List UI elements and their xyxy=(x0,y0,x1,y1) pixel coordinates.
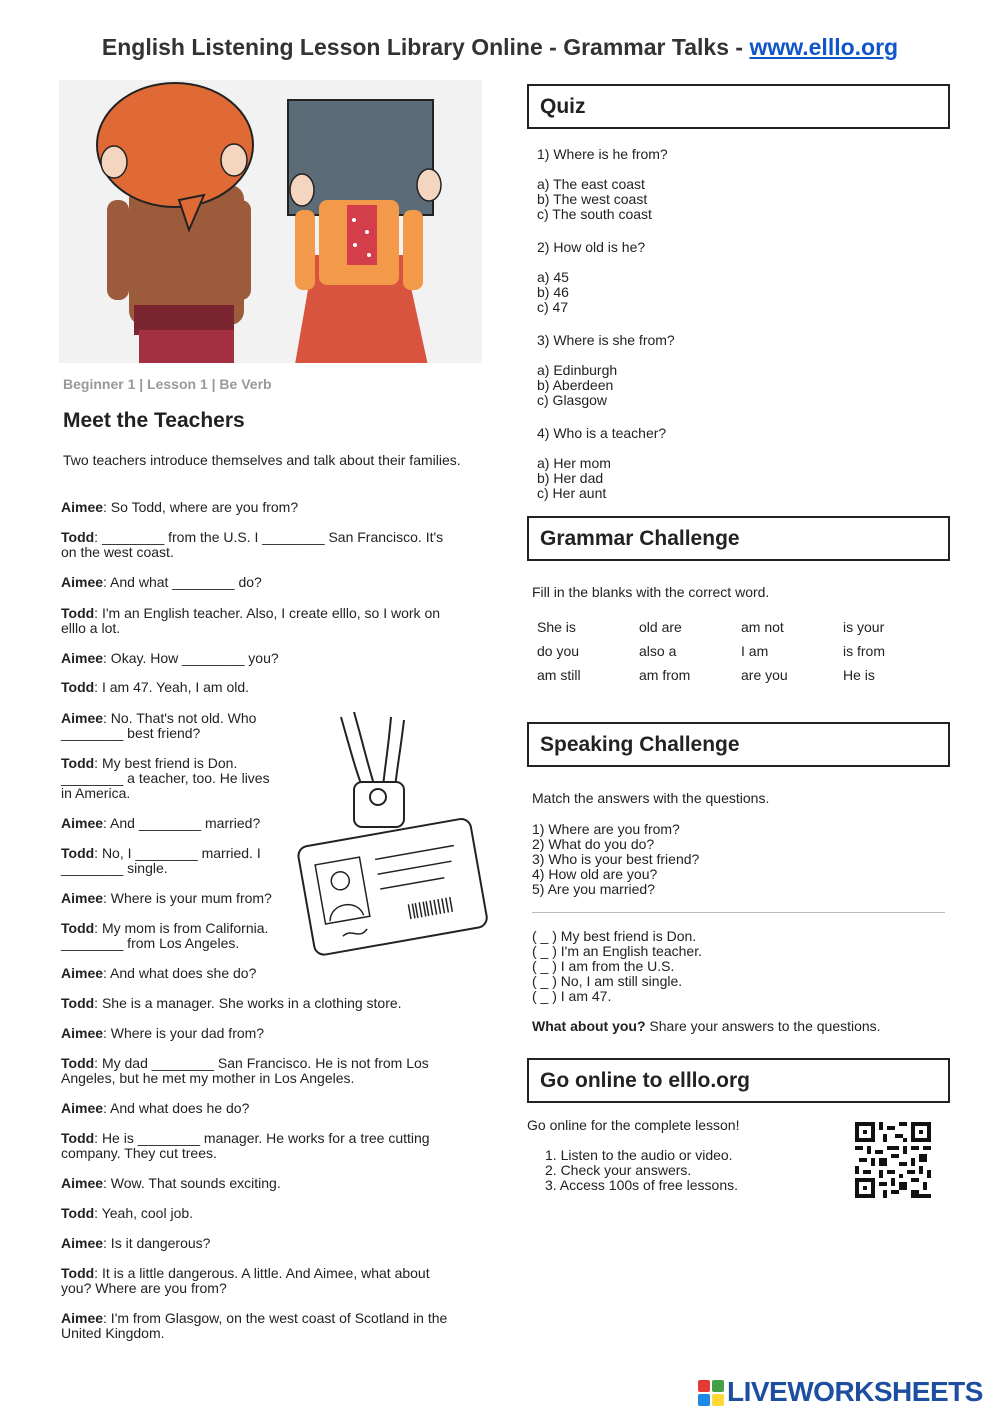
word-chip[interactable]: is from xyxy=(843,643,885,659)
lesson-meta: Beginner 1 | Lesson 1 | Be Verb xyxy=(63,376,272,392)
word-chip[interactable]: is your xyxy=(843,619,885,635)
dialog-line: Aimee: And what does he do? xyxy=(61,1100,250,1116)
online-intro: Go online for the complete lesson! xyxy=(527,1117,740,1133)
quiz-option[interactable]: b) 46 xyxy=(537,284,569,300)
word-chip[interactable]: also a xyxy=(639,643,677,659)
speaking-answer[interactable]: ( _ ) I am 47. xyxy=(532,988,612,1004)
dialog-line: Todd: I'm an English teacher. Also, I create elllo, so I work on elllo a lot. xyxy=(61,605,441,636)
online-step: 1. Listen to the audio or video. xyxy=(545,1147,733,1163)
speaking-heading: Speaking Challenge xyxy=(527,722,950,767)
dialog-line: Aimee: Wow. That sounds exciting. xyxy=(61,1175,281,1191)
id-badge-illustration xyxy=(296,712,488,962)
quiz-option[interactable]: a) Edinburgh xyxy=(537,362,618,378)
dialog-line: Aimee: No. That's not old. Who ________ best friend? xyxy=(61,710,257,741)
speaking-answer[interactable]: ( _ ) No, I am still single. xyxy=(532,973,683,989)
dialog-line: Aimee: And what ________ do? xyxy=(61,574,262,590)
dialog-line: Aimee: So Todd, where are you from? xyxy=(61,499,299,515)
dialog-line: Aimee: Where is your dad from? xyxy=(61,1025,265,1041)
quiz-heading: Quiz xyxy=(527,84,950,129)
dialog-line: Aimee: And what does she do? xyxy=(61,965,257,981)
speaking-question: 2) What do you do? xyxy=(532,836,655,852)
quiz-option[interactable]: a) 45 xyxy=(537,269,569,285)
header-title: English Listening Lesson Library Online - Grammar Talks - xyxy=(101,34,750,60)
divider xyxy=(532,912,945,913)
quiz-option[interactable]: a) Her mom xyxy=(537,455,611,471)
header-link[interactable]: www.elllo.org xyxy=(749,34,899,60)
dialog-line: Aimee: Is it dangerous? xyxy=(61,1235,211,1251)
speaking-question: 5) Are you married? xyxy=(532,881,655,897)
dialog-line: Todd: My mom is from California. ________ from Los Angeles. xyxy=(61,920,269,951)
dialog-line: Todd: He is ________ manager. He works for a tree cutting company. They cut trees. xyxy=(61,1130,430,1161)
word-chip[interactable]: She is xyxy=(537,619,576,635)
liveworksheets-logo[interactable] xyxy=(697,1376,997,1410)
speaking-instruction: Match the answers with the questions. xyxy=(532,790,770,806)
word-chip[interactable]: are you xyxy=(741,667,788,683)
quiz-option[interactable]: b) Her dad xyxy=(537,470,604,486)
lesson-title: Meet the Teachers xyxy=(63,409,245,432)
dialog-line: Todd: She is a manager. She works in a clothing store. xyxy=(61,995,402,1011)
quiz-question: 3) Where is she from? xyxy=(537,332,675,348)
dialog-line: Todd: It is a little dangerous. A little. And Aimee, what about you? Where are you from? xyxy=(61,1265,430,1296)
quiz-question: 2) How old is he? xyxy=(537,239,646,255)
quiz-option[interactable]: a) The east coast xyxy=(537,176,645,192)
dialog-line: Todd: My dad ________ San Francisco. He is not from Los Angeles, but he met my mother in Los Angeles. xyxy=(61,1055,429,1086)
word-chip[interactable]: am from xyxy=(639,667,691,683)
qr-code[interactable] xyxy=(855,1122,931,1198)
quiz-option[interactable]: b) The west coast xyxy=(537,191,648,207)
dialog-line: Aimee: Where is your mum from? xyxy=(61,890,272,906)
dialog-line: Todd: No, I ________ married. I ________ single. xyxy=(61,845,261,876)
speaking-question: 1) Where are you from? xyxy=(532,821,680,837)
hero-illustration xyxy=(59,80,482,363)
quiz-question: 1) Where is he from? xyxy=(537,146,668,162)
speaking-answer[interactable]: ( _ ) My best friend is Don. xyxy=(532,928,697,944)
dialog-line: Todd: My best friend is Don. ________ a teacher, too. He lives in America. xyxy=(61,755,270,801)
speaking-answer[interactable]: ( _ ) I'm an English teacher. xyxy=(532,943,702,959)
lesson-summary: Two teachers introduce themselves and talk about their families. xyxy=(63,452,461,468)
word-chip[interactable]: am still xyxy=(537,667,581,683)
word-chip[interactable]: old are xyxy=(639,619,682,635)
grammar-heading: Grammar Challenge xyxy=(527,516,950,561)
speaking-question: 3) Who is your best friend? xyxy=(532,851,700,867)
brand-name: LIVEWORKSHEETS xyxy=(727,1376,983,1407)
logo-blocks-icon xyxy=(697,1379,725,1407)
speaking-prompt: What about you? Share your answers to the questions. xyxy=(532,1018,881,1034)
dialog-line: Todd: I am 47. Yeah, I am old. xyxy=(61,679,250,695)
quiz-option[interactable]: b) Aberdeen xyxy=(537,377,614,393)
dialog-line: Aimee: Okay. How ________ you? xyxy=(61,650,279,666)
quiz-option[interactable]: c) Her aunt xyxy=(537,485,607,501)
word-chip[interactable]: He is xyxy=(843,667,875,683)
speaking-answer[interactable]: ( _ ) I am from the U.S. xyxy=(532,958,675,974)
word-chip[interactable]: am not xyxy=(741,619,784,635)
online-step: 3. Access 100s of free lessons. xyxy=(545,1177,738,1193)
dialog-line: Todd: Yeah, cool job. xyxy=(61,1205,194,1221)
speaking-question: 4) How old are you? xyxy=(532,866,658,882)
grammar-instruction: Fill in the blanks with the correct word. xyxy=(532,584,770,600)
dialog-line: Aimee: And ________ married? xyxy=(61,815,261,831)
dialog-line: Aimee: I'm from Glasgow, on the west coast of Scotland in the United Kingdom. xyxy=(61,1310,448,1341)
word-chip[interactable]: I am xyxy=(741,643,769,659)
word-chip[interactable]: do you xyxy=(537,643,580,659)
online-heading: Go online to elllo.org xyxy=(527,1058,950,1103)
quiz-question: 4) Who is a teacher? xyxy=(537,425,667,441)
page-header xyxy=(0,34,1000,61)
quiz-option[interactable]: c) 47 xyxy=(537,299,569,315)
online-step: 2. Check your answers. xyxy=(545,1162,692,1178)
quiz-option[interactable]: c) The south coast xyxy=(537,206,652,222)
dialog-line: Todd: ________ from the U.S. I ________ San Francisco. It's on the west coast. xyxy=(61,529,444,560)
quiz-option[interactable]: c) Glasgow xyxy=(537,392,608,408)
